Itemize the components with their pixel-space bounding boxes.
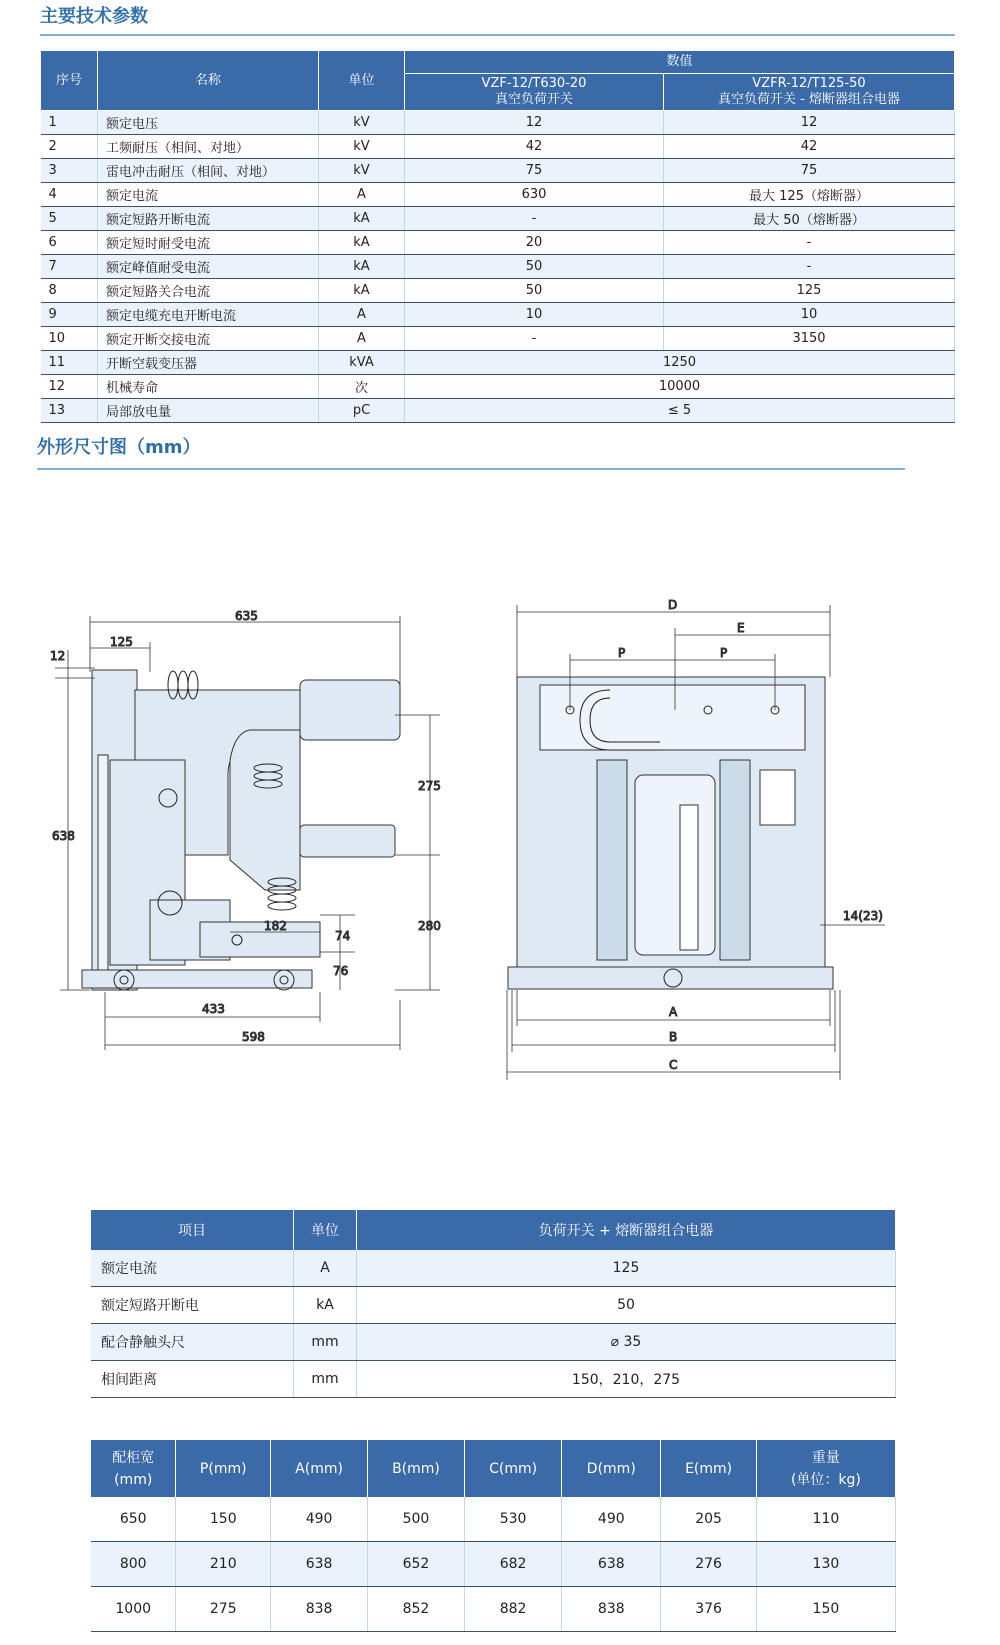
row-value-model2: 最大 50（熔断器）	[664, 207, 955, 231]
row-value-model2: 42	[664, 135, 955, 159]
dim-label-D: D	[668, 598, 678, 612]
table-row	[41, 255, 955, 279]
dim-label-12: 12	[50, 649, 66, 663]
table-row	[41, 159, 955, 183]
row-name: 额定电流	[98, 183, 319, 207]
model1-desc: 真空负荷开关	[494, 92, 573, 107]
dim-col-header-line: P(mm)	[199, 1460, 247, 1477]
row-name: 额定短路关合电流	[98, 279, 319, 303]
dim-cell: 130	[756, 1542, 895, 1587]
row-unit: kA	[319, 231, 405, 255]
row-value-model1: 20	[405, 231, 664, 255]
model1-name: VZF-12/T630-20	[481, 76, 587, 91]
combo-value: 150，210，275	[357, 1361, 896, 1398]
dim-label-182: 182	[264, 919, 287, 933]
row-unit: kA	[319, 207, 405, 231]
dim-cell: 882	[464, 1587, 561, 1632]
table-row	[91, 1497, 896, 1542]
row-name: 额定峰值耐受电流	[98, 255, 319, 279]
row-value-shared: 1250	[405, 351, 955, 375]
dim-cell: 652	[368, 1542, 465, 1587]
row-unit: kV	[319, 111, 405, 135]
dim-col-header	[368, 1440, 465, 1497]
model2-desc: 真空负荷开关 - 熔断器组合电器	[718, 92, 900, 107]
dim-cell: 205	[661, 1497, 756, 1542]
dim-cell: 490	[271, 1497, 368, 1542]
row-no: 5	[41, 207, 98, 231]
combo-value: 125	[357, 1250, 896, 1287]
col-header-name: 名称	[98, 51, 319, 111]
combo-item: 额定电流	[91, 1250, 294, 1287]
section-title-dimensions: 外形尺寸图（mm）	[37, 437, 201, 458]
dim-label-125: 125	[110, 635, 133, 649]
row-no: 7	[41, 255, 98, 279]
row-value-model2: 10	[664, 303, 955, 327]
table-row	[41, 351, 955, 375]
dim-cell: 650	[91, 1497, 176, 1542]
table-row	[91, 1250, 896, 1287]
row-no: 11	[41, 351, 98, 375]
dim-label-598: 598	[242, 1030, 265, 1044]
row-name: 机械寿命	[98, 375, 319, 399]
dim-label-275: 275	[418, 779, 441, 793]
dim-col-header-line: E(mm)	[685, 1460, 733, 1477]
row-name: 额定电压	[98, 111, 319, 135]
dim-col-header	[176, 1440, 271, 1497]
table-row	[41, 183, 955, 207]
combo-item: 额定短路开断电	[91, 1287, 294, 1324]
combo-col-value: 负荷开关 + 熔断器组合电器	[357, 1210, 896, 1250]
row-value-model2: -	[664, 231, 955, 255]
dim-cell: 376	[661, 1587, 756, 1632]
row-name: 雷电冲击耐压（相间、对地）	[98, 159, 319, 183]
combo-unit: mm	[294, 1361, 357, 1398]
dim-cell: 110	[756, 1497, 895, 1542]
dim-label-B: B	[669, 1030, 678, 1044]
table-row	[41, 279, 955, 303]
row-no: 2	[41, 135, 98, 159]
dim-col-header-line: (单位：kg)	[790, 1471, 861, 1488]
row-unit: kV	[319, 135, 405, 159]
front-view	[507, 598, 885, 1080]
row-name: 额定电缆充电开断电流	[98, 303, 319, 327]
combo-item: 配合静触头尺	[91, 1324, 294, 1361]
combo-unit: mm	[294, 1324, 357, 1361]
combo-col-item: 项目	[91, 1210, 294, 1250]
dim-label-P-right: P	[720, 646, 728, 660]
row-value-model1: 42	[405, 135, 664, 159]
combo-unit: A	[294, 1250, 357, 1287]
row-value-shared: ≤ 5	[405, 399, 955, 423]
dim-col-header	[562, 1440, 661, 1497]
dim-label-280: 280	[418, 919, 441, 933]
dimension-table	[91, 1440, 896, 1632]
table-row	[41, 207, 955, 231]
dim-col-header-line: (mm)	[114, 1471, 153, 1488]
row-value-model1: 12	[405, 111, 664, 135]
row-name: 额定短时耐受电流	[98, 231, 319, 255]
row-unit: A	[319, 327, 405, 351]
table-row	[91, 1287, 896, 1324]
table-row	[91, 1361, 896, 1398]
dim-label-74: 74	[335, 929, 351, 943]
combo-value: ⌀ 35	[357, 1324, 896, 1361]
row-name: 额定开断交接电流	[98, 327, 319, 351]
section-title-specs: 主要技术参数	[40, 6, 148, 27]
table-row	[41, 303, 955, 327]
table-row	[41, 135, 955, 159]
row-value-model1: 50	[405, 279, 664, 303]
dim-col-header	[756, 1440, 895, 1497]
row-value-model1: -	[405, 327, 664, 351]
dim-cell: 838	[271, 1587, 368, 1632]
row-unit: kV	[319, 159, 405, 183]
dim-cell: 500	[368, 1497, 465, 1542]
spec-table	[40, 50, 955, 423]
dim-col-header	[464, 1440, 561, 1497]
row-unit: kA	[319, 255, 405, 279]
dim-col-header	[661, 1440, 756, 1497]
row-value-model1: 50	[405, 255, 664, 279]
table-row	[41, 111, 955, 135]
dim-col-header-line: C(mm)	[489, 1460, 538, 1477]
combo-value: 50	[357, 1287, 896, 1324]
dim-label-76: 76	[333, 964, 349, 978]
col-header-model2	[664, 74, 955, 111]
row-value-model2: 12	[664, 111, 955, 135]
dim-cell: 682	[464, 1542, 561, 1587]
row-name: 额定短路开断电流	[98, 207, 319, 231]
row-unit: kVA	[319, 351, 405, 375]
dim-label-C: C	[669, 1058, 678, 1072]
dim-cell: 210	[176, 1542, 271, 1587]
row-value-model1: 10	[405, 303, 664, 327]
model2-name: VZFR-12/T125-50	[752, 76, 866, 91]
row-no: 10	[41, 327, 98, 351]
row-name: 开断空载变压器	[98, 351, 319, 375]
section-divider	[40, 34, 955, 36]
dim-cell: 275	[176, 1587, 271, 1632]
table-row	[91, 1542, 896, 1587]
table-row	[41, 231, 955, 255]
dim-cell: 276	[661, 1542, 756, 1587]
dim-label-side: 14(23)	[843, 909, 883, 923]
side-view	[50, 609, 441, 1050]
combo-table	[91, 1210, 896, 1398]
row-value-model2: 125	[664, 279, 955, 303]
dim-col-header	[271, 1440, 368, 1497]
dim-col-header-line: A(mm)	[295, 1460, 343, 1477]
row-value-model2: -	[664, 255, 955, 279]
dim-col-header	[91, 1440, 176, 1497]
row-no: 9	[41, 303, 98, 327]
dim-label-638: 638	[52, 829, 75, 843]
row-no: 6	[41, 231, 98, 255]
row-name: 工频耐压（相间、对地）	[98, 135, 319, 159]
row-unit: A	[319, 303, 405, 327]
table-row	[41, 399, 955, 423]
dim-cell: 638	[562, 1542, 661, 1587]
dim-col-header-line: D(mm)	[586, 1460, 636, 1477]
row-value-model1: -	[405, 207, 664, 231]
row-value-model1: 630	[405, 183, 664, 207]
row-no: 12	[41, 375, 98, 399]
dim-cell: 490	[562, 1497, 661, 1542]
table-row	[41, 375, 955, 399]
row-unit: A	[319, 183, 405, 207]
dim-cell: 638	[271, 1542, 368, 1587]
col-header-model1	[405, 74, 664, 111]
row-unit: 次	[319, 375, 405, 399]
dim-cell: 150	[756, 1587, 895, 1632]
dim-cell: 800	[91, 1542, 176, 1587]
dim-cell: 852	[368, 1587, 465, 1632]
row-unit: kA	[319, 279, 405, 303]
dim-col-header-line: B(mm)	[392, 1460, 440, 1477]
dim-label-433: 433	[202, 1002, 225, 1016]
table-row	[41, 327, 955, 351]
row-value-model2: 最大 125（熔断器）	[664, 183, 955, 207]
dim-label-635: 635	[235, 609, 258, 623]
row-value-model1: 75	[405, 159, 664, 183]
row-name: 局部放电量	[98, 399, 319, 423]
dim-label-E: E	[737, 621, 745, 635]
dim-col-header-line: 重量	[811, 1449, 840, 1466]
section-divider	[37, 468, 905, 470]
dim-cell: 838	[562, 1587, 661, 1632]
row-value-model2: 3150	[664, 327, 955, 351]
row-no: 1	[41, 111, 98, 135]
row-no: 13	[41, 399, 98, 423]
dim-cell: 150	[176, 1497, 271, 1542]
row-no: 4	[41, 183, 98, 207]
combo-item: 相间距离	[91, 1361, 294, 1398]
col-header-no: 序号	[41, 51, 98, 111]
combo-col-unit: 单位	[294, 1210, 357, 1250]
col-header-value: 数值	[405, 51, 955, 74]
dim-cell: 1000	[91, 1587, 176, 1632]
col-header-unit: 单位	[319, 51, 405, 111]
row-no: 8	[41, 279, 98, 303]
table-row	[91, 1324, 896, 1361]
row-value-model2: 75	[664, 159, 955, 183]
dim-col-header-line: 配柜宽	[112, 1449, 155, 1466]
dim-label-P-left: P	[618, 646, 626, 660]
row-value-shared: 10000	[405, 375, 955, 399]
row-unit: pC	[319, 399, 405, 423]
dimension-drawing	[0, 560, 1000, 1120]
dim-label-A: A	[669, 1005, 678, 1019]
dim-cell: 530	[464, 1497, 561, 1542]
table-row	[91, 1587, 896, 1632]
combo-unit: kA	[294, 1287, 357, 1324]
row-no: 3	[41, 159, 98, 183]
